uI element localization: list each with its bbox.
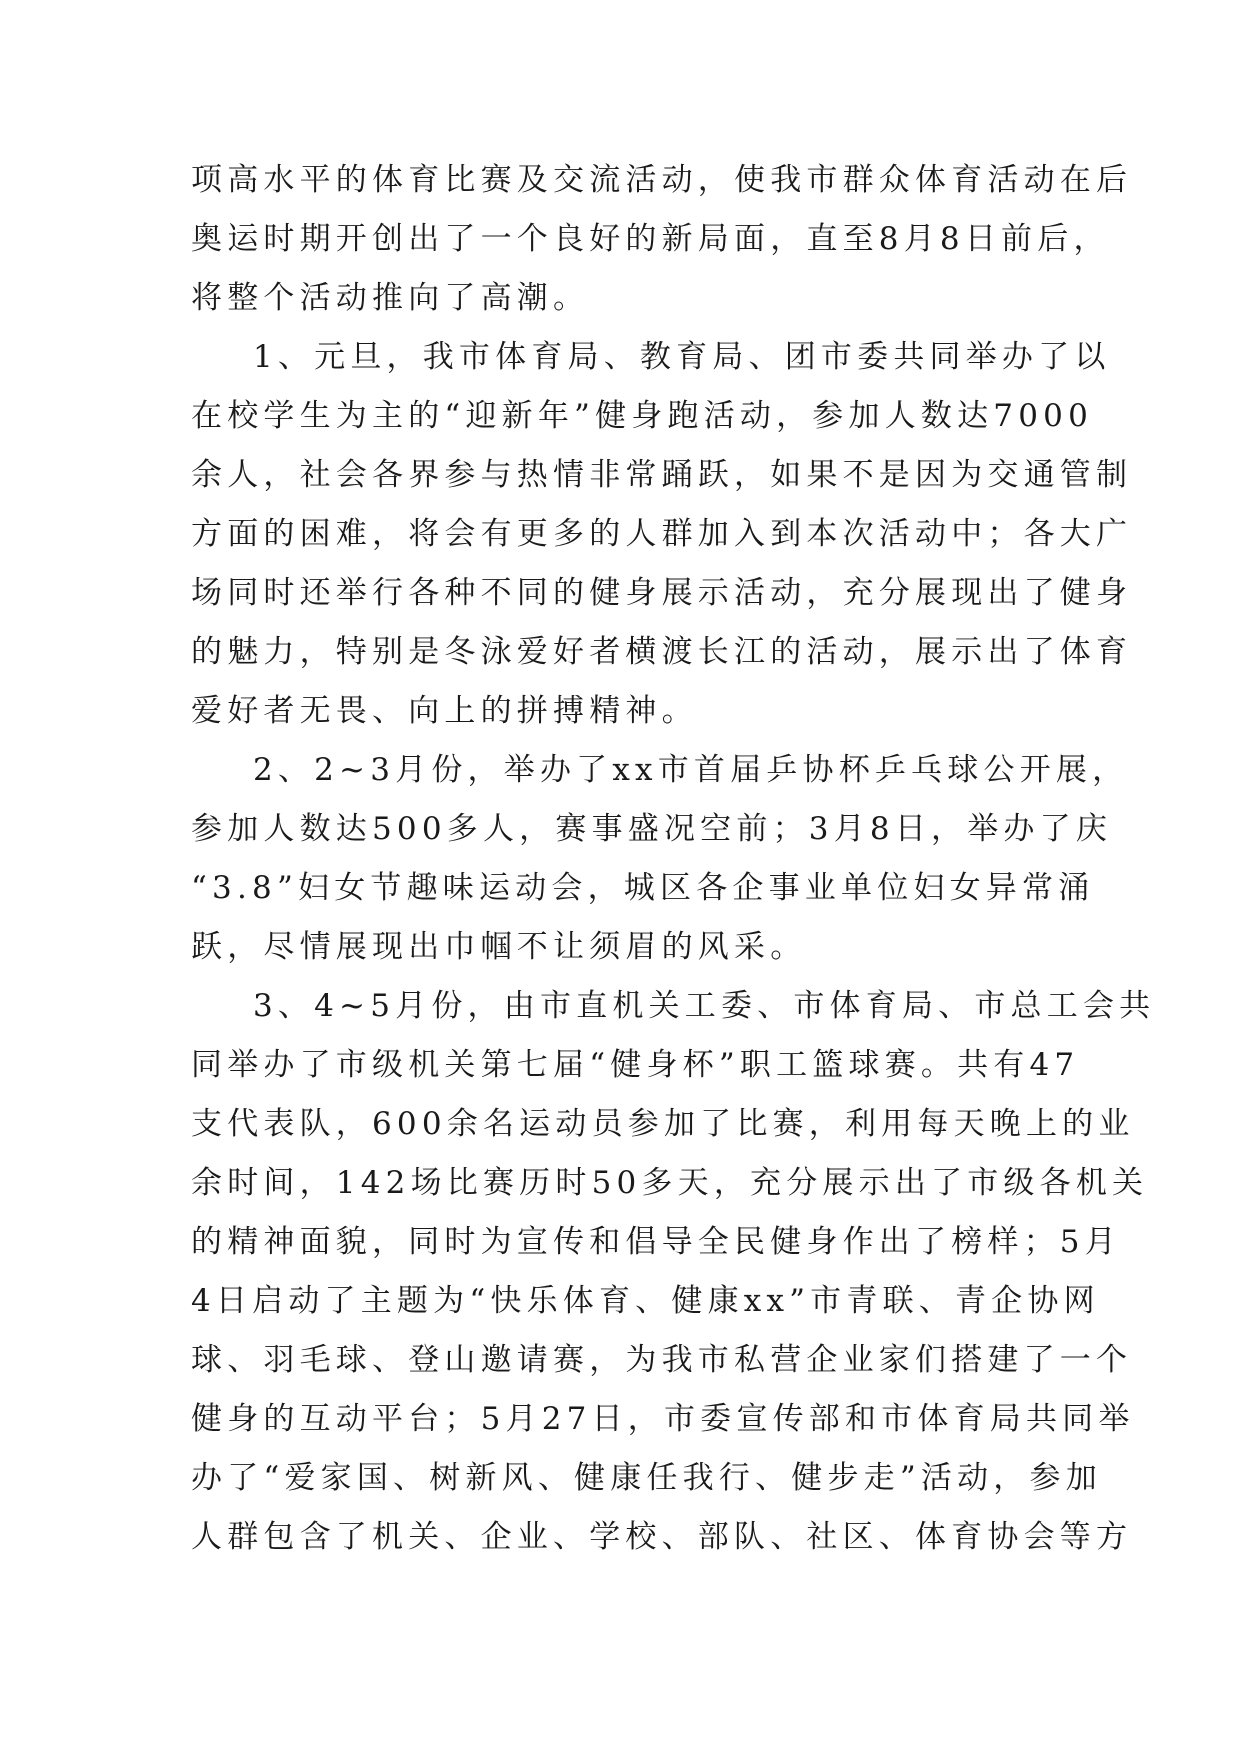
text-line: 同举办了市级机关第七届“健身杯”职工篮球赛。共有47 (191, 1047, 1080, 1083)
body-text (191, 151, 1156, 1567)
text-line: 参加人数达500多人，赛事盛况空前；3月8日，举办了庆 (191, 811, 1113, 847)
text-line: 奥运时期开创出了一个良好的新局面，直至8月8日前后， (191, 221, 1110, 257)
text-line: 的精神面貌，同时为宣传和倡导全民健身作出了榜样；5月 (191, 1224, 1121, 1260)
text-line: 余人，社会各界参与热情非常踊跃，如果不是因为交通管制 (191, 457, 1133, 493)
text-line: 办了“爱家国、树新风、健康任我行、健步走”活动，参加 (191, 1460, 1102, 1496)
text-line: 支代表队，600余名运动员参加了比赛，利用每天晚上的业 (191, 1106, 1135, 1142)
text-line: 跃，尽情展现出巾帼不让须眉的风采。 (191, 929, 807, 965)
text-line: “3.8”妇女节趣味运动会，城区各企事业单位妇女异常涌 (191, 870, 1095, 906)
text-line: 在校学生为主的“迎新年”健身跑活动，参加人数达7000 (191, 398, 1093, 434)
text-line: 爱好者无畏、向上的拼搏精神。 (191, 693, 698, 729)
paragraph-2-start: 2、2~3月份，举办了xx市首届乒协杯乒乓球公开展， (253, 752, 1129, 788)
text-line: 场同时还举行各种不同的健身展示活动，充分展现出了健身 (191, 575, 1133, 611)
text-line: 球、羽毛球、登山邀请赛，为我市私营企业家们搭建了一个 (191, 1342, 1133, 1378)
text-line: 项高水平的体育比赛及交流活动，使我市群众体育活动在后 (191, 162, 1133, 198)
text-line: 健身的互动平台；5月27日，市委宣传部和市体育局共同举 (191, 1401, 1135, 1437)
text-line: 将整个活动推向了高潮。 (191, 280, 590, 316)
text-line: 余时间，142场比赛历时50多天，充分展示出了市级各机关 (191, 1165, 1149, 1201)
text-line: 的魅力，特别是冬泳爱好者横渡长江的活动，展示出了体育 (191, 634, 1133, 670)
text-line: 4日启动了主题为“快乐体育、健康xx”市青联、青企协网 (191, 1283, 1100, 1319)
paragraph-3-start: 3、4~5月份，由市直机关工委、市体育局、市总工会共 (253, 988, 1156, 1024)
paragraph-1-start: 1、元旦，我市体育局、教育局、团市委共同举办了以 (253, 339, 1111, 375)
text-line: 人群包含了机关、企业、学校、部队、社区、体育协会等方 (191, 1519, 1133, 1555)
text-line: 方面的困难，将会有更多的人群加入到本次活动中；各大广 (191, 516, 1133, 552)
